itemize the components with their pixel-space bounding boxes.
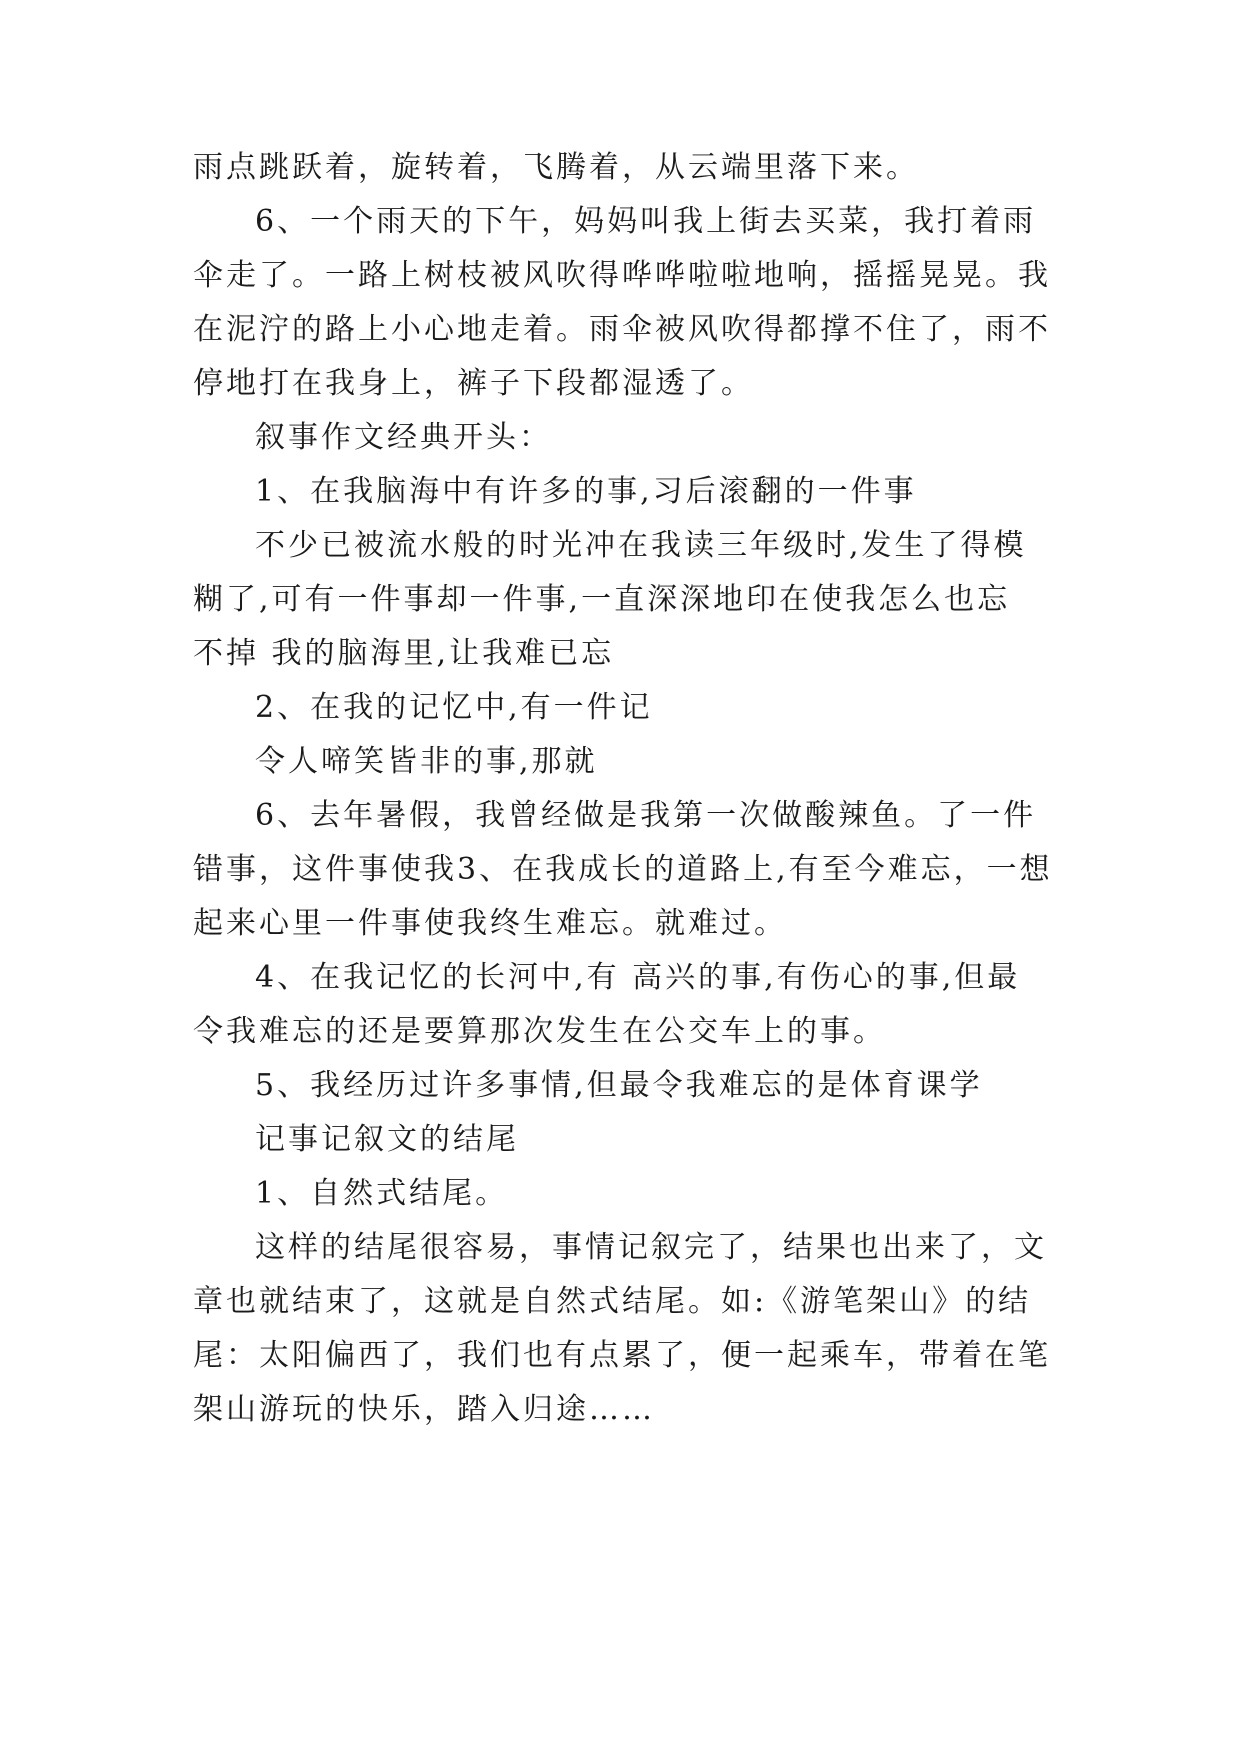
text-line: 不少已被流水般的时光冲在我读三年级时,发生了得模	[255, 528, 1027, 563]
text-line: 2、在我的记忆中,有一件记	[255, 690, 653, 725]
text-line: 这样的结尾很容易，事情记叙完了，结果也出来了，文	[255, 1230, 1047, 1265]
text-line: 在泥泞的路上小心地走着。雨伞被风吹得都撑不住了，雨不	[193, 312, 1051, 347]
text-line: 糊了,可有一件事却一件事,一直深深地印在使我怎么也忘	[193, 582, 1011, 617]
text-line: 令我难忘的还是要算那次发生在公交车上的事。	[193, 1014, 886, 1049]
text-line: 起来心里一件事使我终生难忘。就难过。	[193, 906, 787, 941]
section-heading: 叙事作文经典开头：	[255, 420, 552, 455]
text-line: 令人啼笑皆非的事,那就	[255, 744, 598, 779]
text-line: 5、我经历过许多事情,但最令我难忘的是体育课学	[255, 1068, 983, 1103]
text-line: 6、一个雨天的下午，妈妈叫我上街去买菜，我打着雨	[255, 204, 1037, 239]
section-heading: 记事记叙文的结尾	[255, 1122, 519, 1157]
text-line: 伞走了。一路上树枝被风吹得哗哗啦啦地响，摇摇晃晃。我	[193, 258, 1051, 293]
text-line: 雨点跳跃着，旋转着，飞腾着，从云端里落下来。	[193, 150, 919, 185]
text-line: 不掉 我的脑海里,让我难已忘	[193, 636, 615, 671]
text-line: 停地打在我身上，裤子下段都湿透了。	[193, 366, 754, 401]
text-line: 架山游玩的快乐，踏入归途……	[193, 1392, 655, 1427]
text-line: 6、去年暑假，我曾经做是我第一次做酸辣鱼。了一件	[255, 798, 1037, 833]
text-line: 章也就结束了，这就是自然式结尾。如:《游笔架山》的结	[193, 1284, 1032, 1319]
text-line: 尾：太阳偏西了，我们也有点累了，便一起乘车，带着在笔	[193, 1338, 1051, 1373]
text-line: 错事，这件事使我3、在我成长的道路上,有至今难忘，一想	[193, 852, 1053, 887]
text-line: 4、在我记忆的长河中,有 高兴的事,有伤心的事,但最	[255, 960, 1021, 995]
text-line: 1、自然式结尾。	[255, 1176, 509, 1211]
text-line: 1、在我脑海中有许多的事,习后滚翻的一件事	[255, 474, 917, 509]
